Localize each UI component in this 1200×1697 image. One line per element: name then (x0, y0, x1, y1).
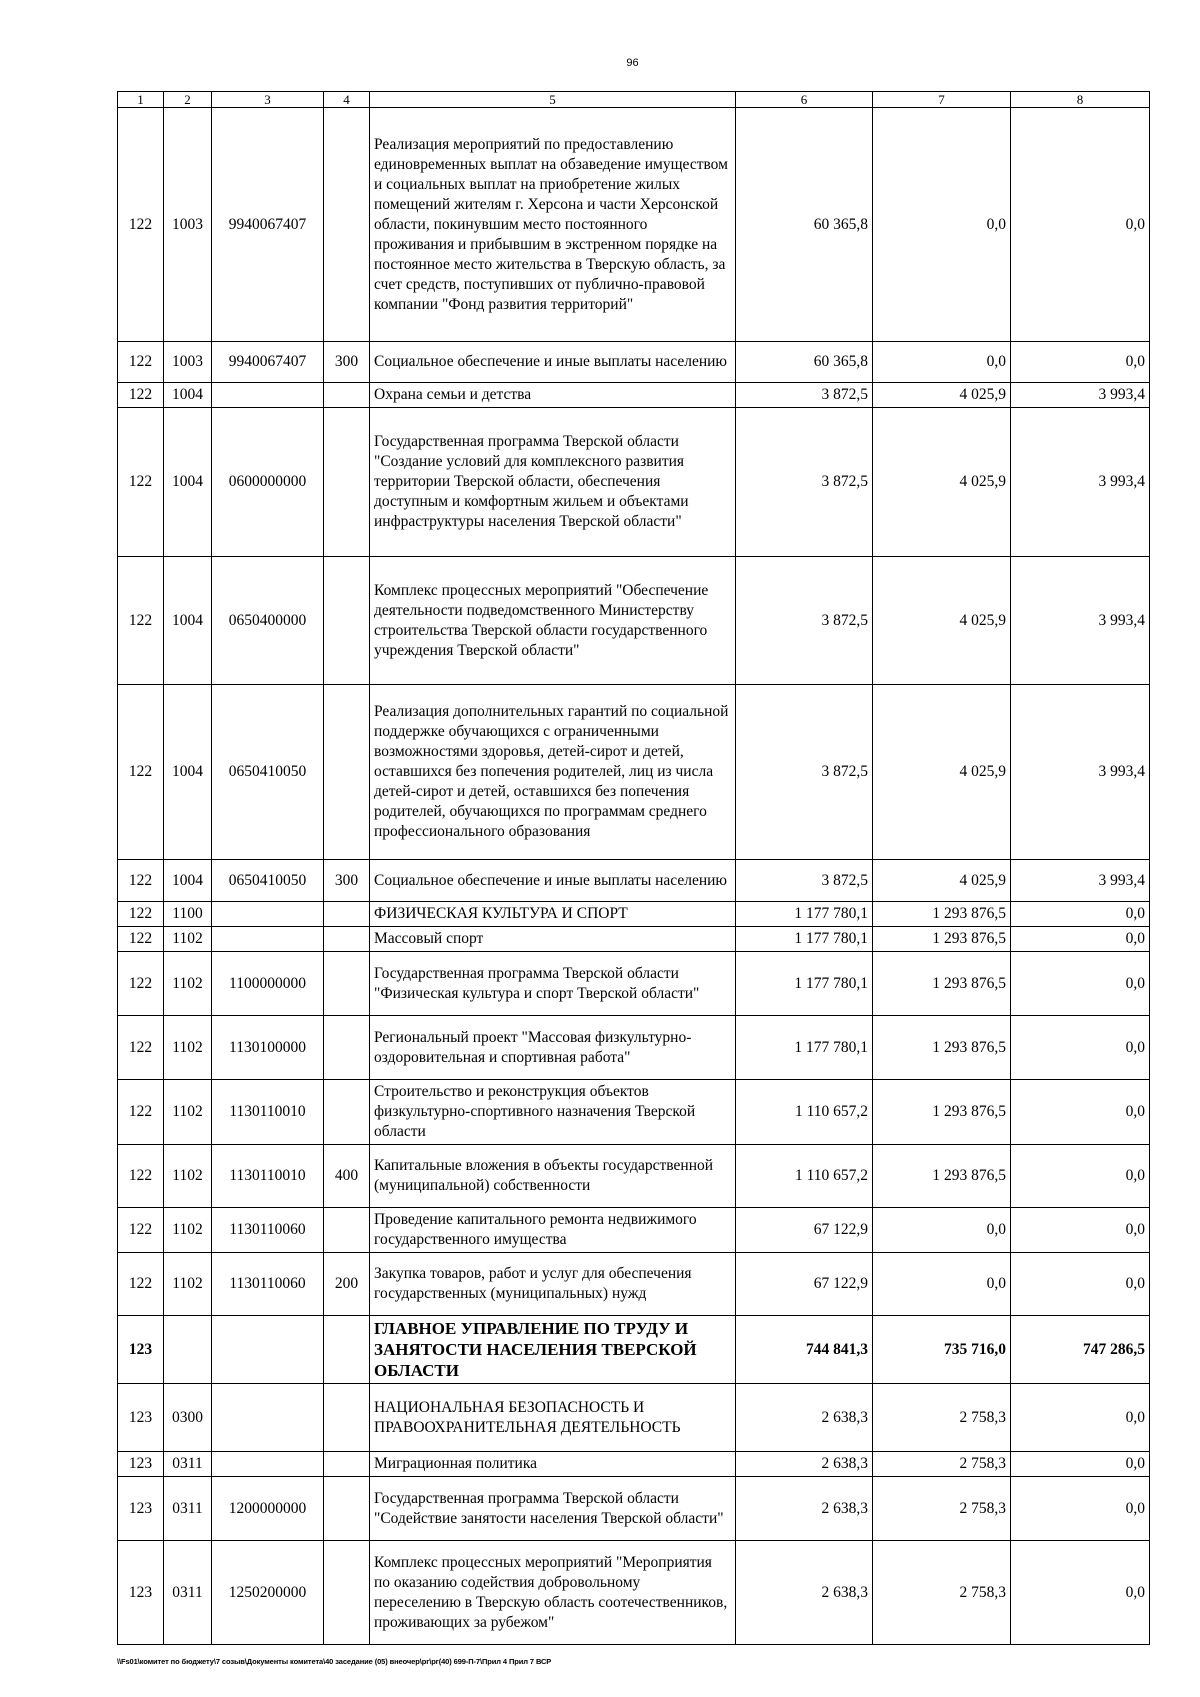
cell-ministry: 122 (118, 1080, 164, 1145)
cell-target-item: 1130110010 (212, 1145, 324, 1208)
cell-expense-type (324, 1080, 370, 1145)
cell-amount-3: 0,0 (1011, 1208, 1150, 1253)
table-row (118, 383, 1150, 408)
column-header: 8 (1011, 92, 1150, 108)
file-path-footer: \\Fs01\комитет по бюджету\7 созыв\Документы комитета\40 заседание (05) внеочер\рг\рг(40) 699-П-7\Прил 4 Прил 7 ВСР (117, 1657, 552, 1666)
cell-amount-2: 4 025,9 (873, 408, 1011, 557)
cell-amount-3: 0,0 (1011, 927, 1150, 952)
table-row (118, 1016, 1150, 1080)
cell-expense-type (324, 1477, 370, 1541)
column-header: 2 (164, 92, 212, 108)
cell-amount-3: 0,0 (1011, 1253, 1150, 1316)
cell-expense-type (324, 1384, 370, 1452)
cell-target-item: 0650410050 (212, 860, 324, 902)
cell-name: Государственная программа Тверской области "Содействие занятости населения Тверской области" (370, 1477, 736, 1541)
column-header: 5 (370, 92, 736, 108)
cell-target-item (212, 1316, 324, 1384)
cell-amount-2: 1 293 876,5 (873, 1145, 1011, 1208)
table-row (118, 1253, 1150, 1316)
column-header: 3 (212, 92, 324, 108)
column-header: 7 (873, 92, 1011, 108)
cell-ministry: 122 (118, 108, 164, 342)
cell-amount-2: 4 025,9 (873, 383, 1011, 408)
budget-table (117, 91, 1150, 1645)
cell-name: Комплекс процессных мероприятий "Обеспечение деятельности подведомственного Министерству строительства Тверской области государственного учреждения Тверской области" (370, 557, 736, 685)
cell-section: 1004 (164, 860, 212, 902)
cell-amount-1: 2 638,3 (736, 1541, 873, 1645)
cell-name: ФИЗИЧЕСКАЯ КУЛЬТУРА И СПОРТ (370, 902, 736, 927)
cell-amount-3: 3 993,4 (1011, 408, 1150, 557)
cell-ministry: 123 (118, 1452, 164, 1477)
table-row (118, 557, 1150, 685)
cell-amount-1: 67 122,9 (736, 1208, 873, 1253)
cell-amount-1: 60 365,8 (736, 108, 873, 342)
cell-expense-type (324, 685, 370, 860)
cell-ministry: 122 (118, 1145, 164, 1208)
table-row (118, 1145, 1150, 1208)
cell-section: 1102 (164, 1208, 212, 1253)
cell-ministry: 122 (118, 342, 164, 383)
cell-amount-1: 1 110 657,2 (736, 1080, 873, 1145)
table-row (118, 1452, 1150, 1477)
column-header: 6 (736, 92, 873, 108)
cell-expense-type (324, 108, 370, 342)
table-row (118, 685, 1150, 860)
cell-amount-2: 0,0 (873, 1208, 1011, 1253)
cell-section: 1003 (164, 342, 212, 383)
cell-amount-1: 3 872,5 (736, 860, 873, 902)
cell-target-item (212, 1452, 324, 1477)
cell-amount-3: 0,0 (1011, 1384, 1150, 1452)
cell-name: Массовый спорт (370, 927, 736, 952)
cell-amount-3: 0,0 (1011, 1477, 1150, 1541)
cell-expense-type: 300 (324, 860, 370, 902)
cell-amount-1: 2 638,3 (736, 1384, 873, 1452)
cell-ministry: 122 (118, 557, 164, 685)
cell-amount-2: 0,0 (873, 108, 1011, 342)
table-row (118, 1316, 1150, 1384)
cell-amount-1: 60 365,8 (736, 342, 873, 383)
cell-expense-type (324, 1016, 370, 1080)
cell-section: 0311 (164, 1477, 212, 1541)
cell-section: 1004 (164, 557, 212, 685)
cell-expense-type (324, 927, 370, 952)
cell-amount-3: 0,0 (1011, 1145, 1150, 1208)
cell-target-item: 1250200000 (212, 1541, 324, 1645)
cell-amount-2: 0,0 (873, 1253, 1011, 1316)
cell-amount-3: 0,0 (1011, 1016, 1150, 1080)
cell-expense-type: 300 (324, 342, 370, 383)
cell-target-item: 1100000000 (212, 952, 324, 1016)
cell-expense-type: 200 (324, 1253, 370, 1316)
cell-amount-1: 2 638,3 (736, 1452, 873, 1477)
cell-name: Проведение капитального ремонта недвижимого государственного имущества (370, 1208, 736, 1253)
cell-target-item: 0650410050 (212, 685, 324, 860)
cell-target-item: 1130100000 (212, 1016, 324, 1080)
cell-expense-type (324, 557, 370, 685)
cell-section: 0300 (164, 1384, 212, 1452)
cell-target-item: 0650400000 (212, 557, 324, 685)
cell-section: 1004 (164, 408, 212, 557)
cell-amount-3: 0,0 (1011, 1452, 1150, 1477)
cell-target-item (212, 927, 324, 952)
cell-target-item: 1130110010 (212, 1080, 324, 1145)
cell-amount-2: 2 758,3 (873, 1384, 1011, 1452)
cell-ministry: 122 (118, 860, 164, 902)
cell-target-item (212, 383, 324, 408)
cell-expense-type (324, 902, 370, 927)
column-header: 4 (324, 92, 370, 108)
table-row (118, 927, 1150, 952)
cell-target-item: 9940067407 (212, 108, 324, 342)
cell-amount-2: 1 293 876,5 (873, 927, 1011, 952)
table-row (118, 902, 1150, 927)
cell-ministry: 122 (118, 1253, 164, 1316)
cell-amount-2: 4 025,9 (873, 685, 1011, 860)
cell-amount-3: 747 286,5 (1011, 1316, 1150, 1384)
cell-section: 1004 (164, 685, 212, 860)
cell-amount-1: 744 841,3 (736, 1316, 873, 1384)
table-row (118, 952, 1150, 1016)
table-row (118, 408, 1150, 557)
cell-ministry: 123 (118, 1477, 164, 1541)
cell-amount-2: 1 293 876,5 (873, 902, 1011, 927)
cell-amount-3: 0,0 (1011, 952, 1150, 1016)
cell-expense-type (324, 1208, 370, 1253)
cell-name: Миграционная политика (370, 1452, 736, 1477)
cell-ministry: 123 (118, 1384, 164, 1452)
cell-name: Строительство и реконструкция объектов физкультурно-спортивного назначения Тверской области (370, 1080, 736, 1145)
column-header: 1 (118, 92, 164, 108)
cell-amount-1: 2 638,3 (736, 1477, 873, 1541)
cell-amount-1: 1 177 780,1 (736, 927, 873, 952)
cell-ministry: 122 (118, 685, 164, 860)
cell-ministry: 123 (118, 1316, 164, 1384)
cell-target-item (212, 902, 324, 927)
cell-section: 1102 (164, 1016, 212, 1080)
cell-ministry: 122 (118, 952, 164, 1016)
cell-expense-type (324, 408, 370, 557)
cell-target-item: 1130110060 (212, 1253, 324, 1316)
cell-ministry: 122 (118, 1208, 164, 1253)
cell-amount-3: 3 993,4 (1011, 685, 1150, 860)
cell-amount-3: 0,0 (1011, 1541, 1150, 1645)
cell-ministry: 122 (118, 927, 164, 952)
cell-amount-1: 67 122,9 (736, 1253, 873, 1316)
cell-expense-type (324, 1541, 370, 1645)
table-row (118, 1384, 1150, 1452)
cell-name: Закупка товаров, работ и услуг для обеспечения государственных (муниципальных) нужд (370, 1253, 736, 1316)
cell-amount-1: 1 177 780,1 (736, 952, 873, 1016)
table-row (118, 1208, 1150, 1253)
cell-target-item: 1200000000 (212, 1477, 324, 1541)
cell-name: Региональный проект "Массовая физкультурно-оздоровительная и спортивная работа" (370, 1016, 736, 1080)
cell-section: 1100 (164, 902, 212, 927)
cell-name: Государственная программа Тверской области "Физическая культура и спорт Тверской области" (370, 952, 736, 1016)
cell-section: 0311 (164, 1452, 212, 1477)
cell-amount-2: 2 758,3 (873, 1541, 1011, 1645)
column-number-row (118, 92, 1150, 108)
cell-target-item: 1130110060 (212, 1208, 324, 1253)
cell-ministry: 122 (118, 408, 164, 557)
cell-amount-1: 1 177 780,1 (736, 1016, 873, 1080)
cell-name: Социальное обеспечение и иные выплаты населению (370, 860, 736, 902)
cell-amount-1: 3 872,5 (736, 383, 873, 408)
cell-section: 1004 (164, 383, 212, 408)
cell-amount-2: 1 293 876,5 (873, 1016, 1011, 1080)
cell-section (164, 1316, 212, 1384)
cell-amount-1: 3 872,5 (736, 685, 873, 860)
cell-expense-type (324, 1316, 370, 1384)
cell-section: 1102 (164, 927, 212, 952)
cell-amount-1: 3 872,5 (736, 408, 873, 557)
cell-amount-1: 3 872,5 (736, 557, 873, 685)
cell-amount-2: 0,0 (873, 342, 1011, 383)
cell-name: Социальное обеспечение и иные выплаты населению (370, 342, 736, 383)
cell-target-item: 9940067407 (212, 342, 324, 383)
cell-expense-type: 400 (324, 1145, 370, 1208)
cell-name: Государственная программа Тверской области "Создание условий для комплексного развития территории Тверской области, обеспечения доступным и комфортным жильем и объектами инфраструктуры населения Тверской области" (370, 408, 736, 557)
cell-ministry: 122 (118, 1016, 164, 1080)
cell-name: Реализация мероприятий по предоставлению единовременных выплат на обзаведение имуществом и социальных выплат на приобретение жилых помещений жителям г. Херсона и части Херсонской области, покинувшим место постоянного проживания и прибывшим в экстренном порядке на постоянное место жительства в Тверскую область, за счет средств, поступивших от публично-правовой компании "Фонд развития территорий" (370, 108, 736, 342)
cell-amount-2: 4 025,9 (873, 860, 1011, 902)
cell-amount-2: 4 025,9 (873, 557, 1011, 685)
cell-name: Капитальные вложения в объекты государственной (муниципальной) собственности (370, 1145, 736, 1208)
cell-section: 1102 (164, 1253, 212, 1316)
cell-amount-1: 1 110 657,2 (736, 1145, 873, 1208)
cell-section: 1003 (164, 108, 212, 342)
table-row (118, 1541, 1150, 1645)
cell-amount-3: 0,0 (1011, 108, 1150, 342)
cell-target-item (212, 1384, 324, 1452)
cell-section: 1102 (164, 952, 212, 1016)
cell-amount-3: 3 993,4 (1011, 860, 1150, 902)
cell-expense-type (324, 383, 370, 408)
cell-amount-2: 735 716,0 (873, 1316, 1011, 1384)
cell-amount-3: 0,0 (1011, 902, 1150, 927)
cell-amount-2: 2 758,3 (873, 1452, 1011, 1477)
table-row (118, 860, 1150, 902)
cell-amount-2: 1 293 876,5 (873, 952, 1011, 1016)
cell-section: 1102 (164, 1145, 212, 1208)
cell-amount-3: 3 993,4 (1011, 557, 1150, 685)
cell-target-item: 0600000000 (212, 408, 324, 557)
cell-section: 0311 (164, 1541, 212, 1645)
cell-ministry: 122 (118, 902, 164, 927)
cell-amount-2: 1 293 876,5 (873, 1080, 1011, 1145)
page-number: 96 (626, 57, 639, 69)
cell-amount-2: 2 758,3 (873, 1477, 1011, 1541)
cell-name: Комплекс процессных мероприятий "Мероприятия по оказанию содействия добровольному переселению в Тверскую область соотечественников, проживающих за рубежом" (370, 1541, 736, 1645)
cell-amount-3: 0,0 (1011, 1080, 1150, 1145)
cell-amount-3: 3 993,4 (1011, 383, 1150, 408)
cell-amount-1: 1 177 780,1 (736, 902, 873, 927)
cell-name: НАЦИОНАЛЬНАЯ БЕЗОПАСНОСТЬ И ПРАВООХРАНИТЕЛЬНАЯ ДЕЯТЕЛЬНОСТЬ (370, 1384, 736, 1452)
table-row (118, 108, 1150, 342)
table-row (118, 342, 1150, 383)
cell-ministry: 122 (118, 383, 164, 408)
table-row (118, 1477, 1150, 1541)
cell-ministry: 123 (118, 1541, 164, 1645)
cell-name: Реализация дополнительных гарантий по социальной поддержке обучающихся с ограниченными возможностями здоровья, детей-сирот и детей, оставшихся без попечения родителей, лиц из числа детей-сирот и детей, оставшихся без попечения родителей, обучающихся по программам среднего профессионального образования (370, 685, 736, 860)
cell-expense-type (324, 952, 370, 1016)
cell-name: ГЛАВНОЕ УПРАВЛЕНИЕ ПО ТРУДУ И ЗАНЯТОСТИ НАСЕЛЕНИЯ ТВЕРСКОЙ ОБЛАСТИ (370, 1316, 736, 1384)
cell-section: 1102 (164, 1080, 212, 1145)
cell-amount-3: 0,0 (1011, 342, 1150, 383)
cell-name: Охрана семьи и детства (370, 383, 736, 408)
cell-expense-type (324, 1452, 370, 1477)
table-row (118, 1080, 1150, 1145)
